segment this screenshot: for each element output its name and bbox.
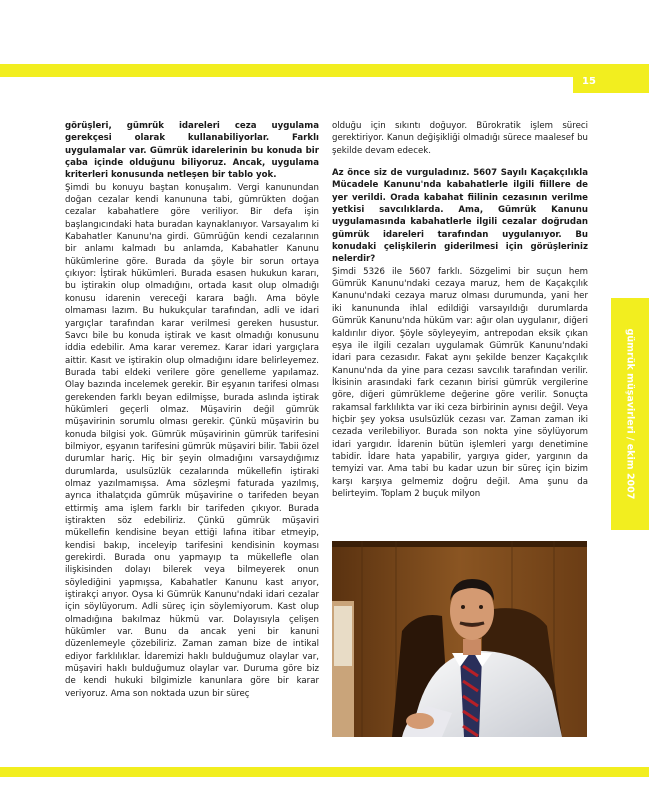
intro-paragraph: olduğu için sıkıntı doğuyor. Bürokratik işlem süreci gerektiriyor. Kanun değişikliği olmadığı sürece maalesef bu şekilde devam edecek. bbox=[332, 121, 588, 156]
interview-answer: Şimdi 5326 ile 5607 farklı. Sözgelimi bir suçun hem Gümrük Kanunu'ndaki cezaya maruz, hem de Kaçakçılık Kanunu'ndaki cezaya maruz olması durumunda, yani her iki kanununda ihlal edildiği varsayıldığı durumlarda Gümrük Kanunu'nda hüküm var: ağır olan uygulanır, diğeri kaldırılır diyor. Şöyle söyleyeyim, antrepodan eksik çıkan eşya ile ilgili cezaları uygulamak Gümrük Kanunu'ndaki idari para cezasıdır. Fakat aynı şekilde benzer Kaçakçılık Kanunu'nda da yine para cezası savcılık tarafından verilir. İkisinin arasındaki fark cezanın birisi gümrük vergilerine göre, diğeri gümrükleme değerine göre verilir. Sonuçta rakamsal farklılıkta var iki ceza birbirinin aynısı değil. Veya hiçbir şey yoksa usulsüzlük cezası var. Zaman zaman iki cezada verilebiliyor. Burada son nokta yine söylüyorum idari yargıdır. İdarenin bütün işlemleri yargı denetimine tabidir. İdare hata yapabilir, yargıya gider, yargının da temyizi var. Ama tabi bu kadar uzun bir süreç için bizim karşı karşıya gelmemiz doğru değil. Ama şunu da belirteyim. Toplam 2 buçuk milyon bbox=[332, 266, 588, 499]
office-man-photo bbox=[332, 541, 587, 737]
article-column-right bbox=[332, 120, 588, 500]
body-paragraph: Şimdi bu konuyu baştan konuşalım. Vergi kanunundan doğan cezalar kendi kanununa tabi, gümrükten doğan cezalar kabahatlere göre veriliyor. Bir defa işin başlangıcındaki hata buradan kaynaklanıyor. Varsayalım ki Kabahatler Kanunu'na girdi. Gümrüğün kendi cezalarının bir anlamı kalmadı bu anlamda, Kabahatler Kanunu hükümlerine göre. Burada da şöyle bir sorun ortaya çıkıyor: İştirak hükümleri. Burada esasen hukukun kararı, bu iştirakin olup olmadığını, ortada kasıt olup olmadığı konusu idarenin vereceği karara bağlı. Ama böyle olmaması lazım. Bu hukukçular tarafından, adli ve idari yargıçlar tarafından karar verilmesi gereken husustur. Savcı bile bu konuda iştirak ve kasıt olmadığı konusunu iddia edebilir. Ama karar veremez. Karar idari yargıçlara aittir. Kasıt ve iştirakin olup olmadığını idare belirleyemez. Burada tabi eldeki verilere göre genelleme yapılamaz. Olay bazında incelemek gerekir. Bir eşyanın tarifesi olması gerekenden farklı beyan edilmişse, burada aslında iştirak hükümleri geçerli olmaz. Müşavirin değil gümrük müşavirinin sorumlu olması gerekir. Çünkü müşavirin bu konuda bilgisi yok. Gümrük müşavirinin gümrük tarifesini bilmiyor, eşyanın tarifesini gümrük müşaviri bilir. Tabii özel durumlar hariç. Hiç bir şeyin olmadığını varsaydığımız durumlarda, usulsüzlük cezalarında mükellefin iştiraki olmaz yazılmamışsa. Ama sözleşmi faturada yazılmış, ayrıca ithalatçıda gümrük müşavirine o tarifeden beyan ettirmiş ama işlem farklı bir tarifeden çıkıyor. Burada iştirakten söz edebiliriz. Çünkü gümrük müşaviri mükellefin kendisine beyan ettiği lafına itibar etmeyip, kendisi bakıp, inceleyip tarifesini kendisinin koyması gerekirdi. Burada onu yapmayıp ta mükellefle olan ilişkisinden dolayı bilerek veya bilmeyerek onun söylediğini yapmışsa, Kabahatler Kanunu kast arıyor, iştirakçi arıyor. Oysa ki Gümrük Kanunu'ndaki idari cezalar için söylüyorum. Adli süreç için söylemiyorum. Kast olup olmadığına bakılmaz hükmü var. Dolayısıyla çelişen hükümler var. Bunu da ancak yeni bir kanuni düzenlemeyle çözebiliriz. Zaman zaman bize de intikal ediyor farklılıklar. İdaremizi haklı bulduğumuz olaylar var, müşaviri haklı bulduğumuz olaylar var. Duruma göre biz de kendi hukuki bilgimizle kanunlara göre bir karar veriyoruz. Ama son noktada uzun bir süreç bbox=[65, 182, 319, 699]
top-yellow-band bbox=[0, 64, 649, 77]
bold-lead-paragraph: görüşleri, gümrük idareleri ceza uygulama gerekçesi olarak kullanabiliyorlar. Farklı uygulamalar var. Gümrük idarelerinin bu konuda bir çaba içinde olduğunu biliyoruz. Ancak, uygulama kriterleri konusunda netleşen bir tablo yok. bbox=[65, 121, 319, 181]
page-number: 15 bbox=[582, 76, 596, 87]
side-issue-label: gümrük müşavirleri / ekim 2007 bbox=[624, 328, 636, 500]
article-column-left bbox=[65, 120, 319, 700]
bottom-yellow-band bbox=[0, 767, 649, 777]
interview-photo bbox=[332, 541, 587, 737]
interview-question: Az önce siz de vurguladınız. 5607 Sayılı Kaçakçılıkla Mücadele Kanunu'nda kabahatlerle ilgili fiillere de yer verildi. Orada kabahat fiilinin cezasının verilme yetkisi savcılıklarda. Ama, Gümrük Kanunu uygulamasında kabahatlerle ilgili cezalar doğrudan gümrük idareleri tarafından uygulanıyor. Bu konudaki çelişkilerin giderilmesi için görüşleriniz nelerdir? bbox=[332, 168, 588, 265]
